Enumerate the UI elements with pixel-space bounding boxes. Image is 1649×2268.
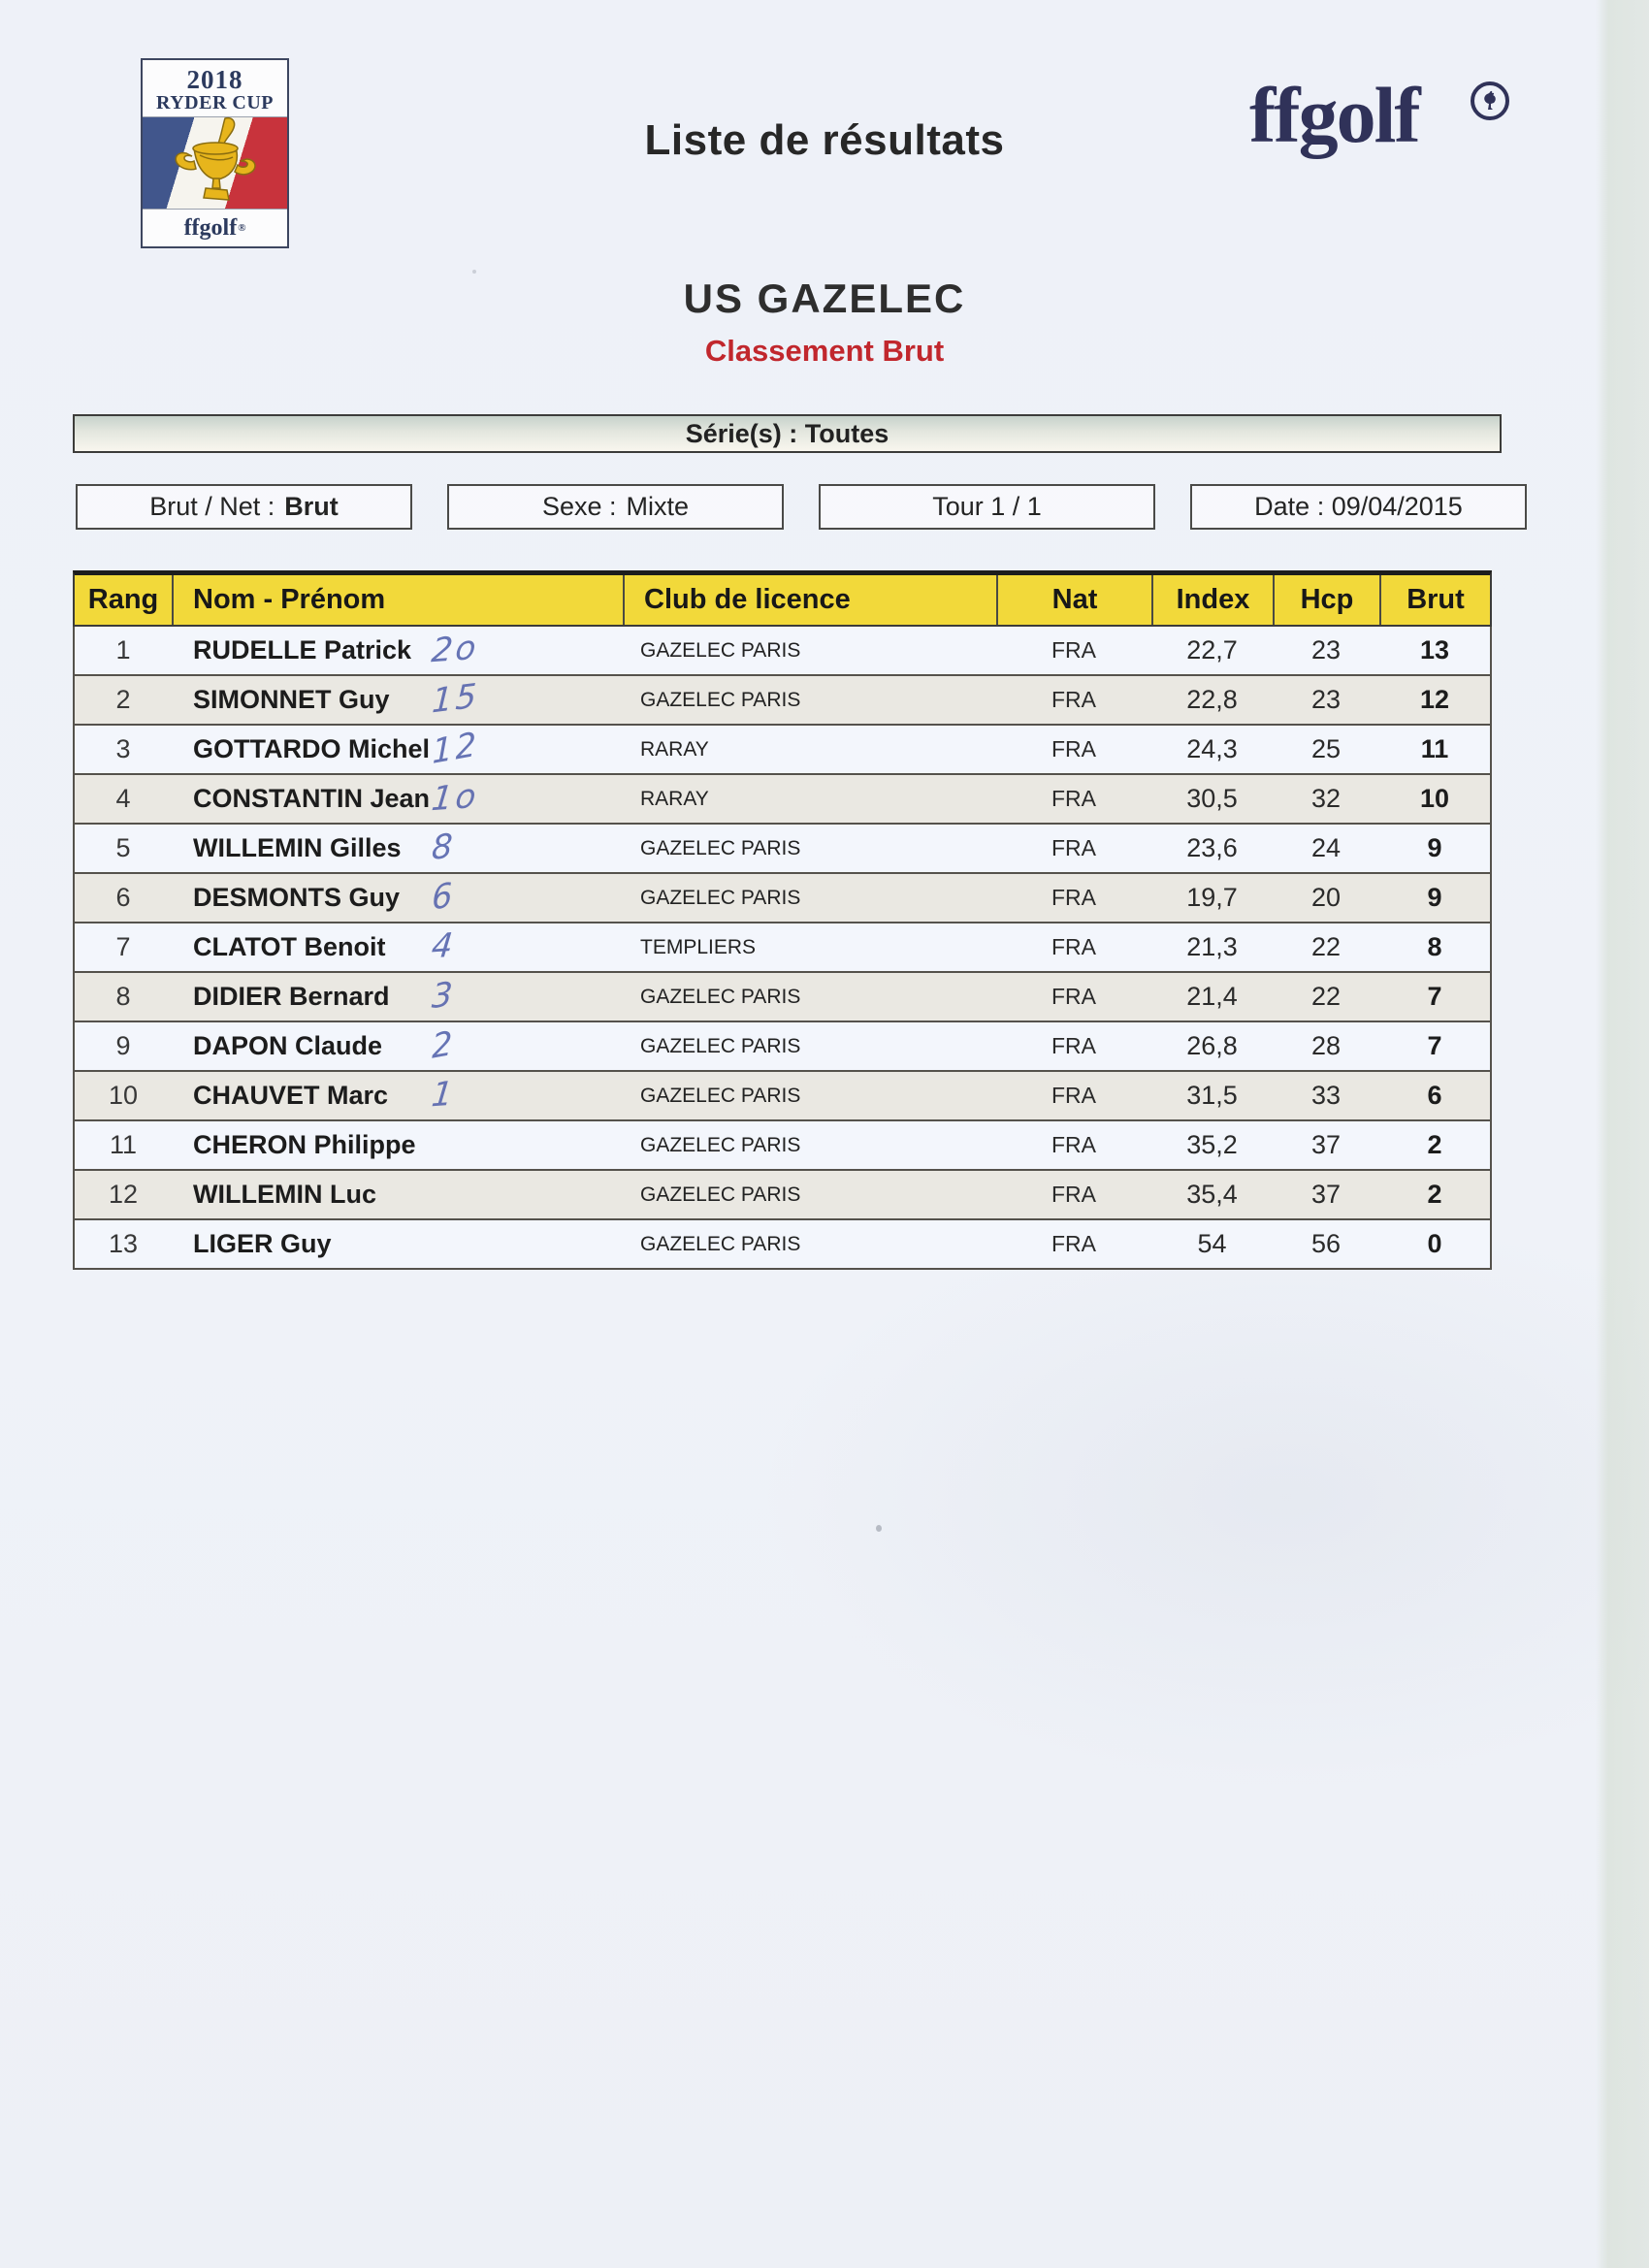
ryder-cup-logo-header (143, 60, 287, 116)
table-row (75, 1072, 1490, 1121)
header-cell-hcp: Hcp (1273, 575, 1379, 625)
handwritten-score: 1o (429, 776, 481, 819)
cell-brut: 7 (1427, 982, 1442, 1011)
cell-rang: 4 (115, 784, 131, 813)
cell-nat: FRA (1051, 984, 1096, 1009)
cell-index: 30,5 (1186, 784, 1238, 813)
cell-rang: 3 (115, 734, 131, 763)
player-name: SIMONNET Guy (193, 685, 390, 714)
cell-index: 23,6 (1186, 833, 1238, 862)
handwritten-score: 15 (431, 675, 481, 722)
cell-club: GAZELEC PARIS (640, 1232, 801, 1255)
cell-club: GAZELEC PARIS (640, 886, 801, 909)
cell-index: 54 (1197, 1229, 1227, 1258)
cell-rang: 10 (108, 1081, 139, 1110)
cell-nom (172, 825, 623, 872)
table-header-row (73, 570, 1492, 627)
cell-rang: 13 (108, 1229, 139, 1258)
cell-rang: 5 (115, 833, 131, 862)
player-name: WILLEMIN Luc (193, 1180, 376, 1209)
cell-hcp: 32 (1310, 784, 1342, 813)
filter-value: Mixte (626, 492, 690, 521)
cell-rang: 12 (108, 1180, 139, 1209)
player-name: DESMONTS Guy (193, 883, 401, 912)
cell-nom (172, 1072, 623, 1119)
cell-nom (172, 627, 623, 674)
handwritten-score: 8 (431, 826, 457, 868)
cell-nom (172, 874, 623, 922)
cell-nat: FRA (1051, 885, 1096, 910)
table-row (75, 825, 1490, 874)
cell-brut: 9 (1427, 833, 1442, 862)
cell-hcp: 23 (1310, 635, 1342, 664)
cell-nom (172, 726, 623, 773)
cell-brut: 7 (1427, 1031, 1442, 1060)
cell-brut: 2 (1427, 1130, 1442, 1159)
table-row (75, 973, 1490, 1022)
player-name: CHERON Philippe (193, 1130, 416, 1159)
cell-brut: 10 (1419, 784, 1450, 813)
registered-mark: ® (238, 222, 246, 234)
cell-nat: FRA (1051, 1083, 1096, 1108)
table-row (75, 1121, 1490, 1171)
table-row (75, 923, 1490, 973)
scan-speck (876, 1525, 882, 1532)
cell-nom (172, 676, 623, 724)
cell-nat: FRA (1051, 1033, 1096, 1058)
cell-nat: FRA (1051, 786, 1096, 811)
cell-nom (172, 1171, 623, 1218)
cell-nat: FRA (1051, 835, 1096, 860)
handwritten-score: 3 (431, 974, 457, 1017)
table-row (75, 1171, 1490, 1220)
filter-box-date (1190, 484, 1527, 530)
cell-club: RARAY (640, 737, 709, 761)
filter-label: Brut / Net : (149, 492, 275, 521)
cell-brut: 12 (1419, 685, 1450, 714)
table-body (73, 627, 1492, 1270)
cell-hcp: 22 (1310, 982, 1342, 1011)
table-row (75, 775, 1490, 825)
ryder-cup-event: RYDER CUP (155, 92, 274, 114)
cell-nat: FRA (1051, 1231, 1096, 1256)
cell-index: 31,5 (1186, 1081, 1238, 1110)
cell-hcp: 20 (1310, 883, 1342, 912)
cell-nom (172, 1121, 623, 1169)
header-cell-nat: Nat (996, 575, 1151, 625)
ffgolf-logo (1249, 71, 1540, 159)
filter-box-sexe (447, 484, 784, 530)
cell-nat: FRA (1051, 934, 1096, 959)
page-title: Liste de résultats (644, 116, 1005, 164)
filter-label: Sexe : (541, 492, 617, 521)
player-name: DIDIER Bernard (193, 982, 390, 1011)
player-name: CONSTANTIN Jean (193, 784, 431, 813)
cell-index: 22,8 (1186, 685, 1238, 714)
cell-club: GAZELEC PARIS (640, 985, 801, 1008)
cell-nat: FRA (1051, 637, 1096, 663)
cell-nom (172, 923, 623, 971)
table-row (75, 1220, 1490, 1270)
handwritten-score: 12 (432, 724, 479, 772)
filter-box-tour (819, 484, 1155, 530)
cell-hcp: 37 (1310, 1130, 1342, 1159)
cell-nat: FRA (1051, 687, 1096, 712)
cell-hcp: 25 (1310, 734, 1342, 763)
ffgolf-logo-text: ffgolf (1249, 71, 1419, 159)
header-cell-brut: Brut (1379, 575, 1490, 625)
cell-club: GAZELEC PARIS (640, 638, 801, 662)
table-row (75, 874, 1490, 923)
ranking-subtitle: Classement Brut (704, 334, 945, 368)
cell-index: 35,4 (1186, 1180, 1238, 1209)
cell-index: 35,2 (1186, 1130, 1238, 1159)
cell-brut: 2 (1427, 1180, 1442, 1209)
cell-rang: 2 (115, 685, 131, 714)
cell-nat: FRA (1051, 1132, 1096, 1157)
cell-hcp: 33 (1310, 1081, 1342, 1110)
player-name: CHAUVET Marc (193, 1081, 389, 1110)
filter-label: Tour 1 / 1 (932, 492, 1042, 521)
cell-club: GAZELEC PARIS (640, 1034, 801, 1057)
cell-hcp: 22 (1310, 932, 1342, 961)
cell-rang: 6 (115, 883, 131, 912)
cell-hcp: 56 (1310, 1229, 1342, 1258)
header-cell-rang: Rang (87, 584, 159, 615)
cell-club: GAZELEC PARIS (640, 688, 801, 711)
cell-club: GAZELEC PARIS (640, 1183, 801, 1206)
cell-hcp: 28 (1310, 1031, 1342, 1060)
filter-box-brut-net (76, 484, 412, 530)
handwritten-score: 6 (432, 874, 456, 919)
handwritten-score: 2o (429, 628, 481, 670)
cell-nom (172, 973, 623, 1021)
series-bar: Série(s) : Toutes (73, 414, 1502, 453)
cell-club: GAZELEC PARIS (640, 1133, 801, 1156)
cell-club: TEMPLIERS (640, 935, 757, 958)
header-cell-club: Club de licence (623, 575, 996, 625)
cell-rang: 7 (115, 932, 131, 961)
table-row (75, 1022, 1490, 1072)
cell-nom (172, 775, 623, 823)
cell-brut: 9 (1427, 883, 1442, 912)
cell-index: 21,4 (1186, 982, 1238, 1011)
cell-index: 19,7 (1186, 883, 1238, 912)
player-name: RUDELLE Patrick (193, 635, 412, 664)
handwritten-score: 4 (429, 924, 458, 966)
ryder-cup-ffgolf-label (143, 210, 287, 246)
handwritten-score: 1 (429, 1073, 458, 1115)
cell-hcp: 24 (1310, 833, 1342, 862)
cell-rang: 11 (109, 1130, 138, 1159)
player-name: LIGER Guy (193, 1229, 332, 1258)
cell-brut: 6 (1427, 1081, 1442, 1110)
handwritten-score: 2 (432, 1022, 456, 1067)
results-table (73, 570, 1492, 1270)
cell-nom (172, 1220, 623, 1268)
cell-rang: 1 (115, 635, 131, 664)
cell-brut: 0 (1427, 1229, 1442, 1258)
cell-nat: FRA (1051, 736, 1096, 761)
filter-value: Brut (284, 492, 339, 521)
filter-row (76, 484, 1527, 530)
player-name: CLATOT Benoit (193, 932, 386, 961)
ryder-cup-ffgolf-text: ffgolf (183, 214, 238, 241)
cell-club: RARAY (640, 787, 709, 810)
cell-hcp: 37 (1310, 1180, 1342, 1209)
ryder-cup-year: 2018 (186, 64, 243, 94)
player-name: GOTTARDO Michel (193, 734, 431, 763)
cell-rang: 8 (115, 982, 131, 1011)
cell-index: 21,3 (1186, 932, 1238, 961)
header-cell-index: Index (1151, 575, 1273, 625)
cell-rang: 9 (115, 1031, 131, 1060)
player-name: DAPON Claude (193, 1031, 383, 1060)
table-row (75, 676, 1490, 726)
cell-club: GAZELEC PARIS (640, 836, 801, 859)
cell-index: 24,3 (1186, 734, 1238, 763)
cell-brut: 13 (1419, 635, 1450, 664)
cell-club: GAZELEC PARIS (640, 1084, 801, 1107)
scan-speck (472, 270, 476, 274)
filter-label: Date : 09/04/2015 (1254, 492, 1463, 521)
club-title: US GAZELEC (683, 275, 966, 321)
cell-brut: 8 (1427, 932, 1442, 961)
cell-hcp: 23 (1310, 685, 1342, 714)
table-row (75, 627, 1490, 676)
table-row (75, 726, 1490, 775)
cell-nat: FRA (1051, 1182, 1096, 1207)
rooster-registered-icon (1471, 81, 1509, 120)
cell-index: 26,8 (1186, 1031, 1238, 1060)
cell-nom (172, 1022, 623, 1070)
cell-brut: 11 (1420, 734, 1449, 763)
cell-index: 22,7 (1186, 635, 1238, 664)
player-name: WILLEMIN Gilles (193, 833, 402, 862)
header-cell-nom: Nom - Prénom (172, 575, 623, 625)
